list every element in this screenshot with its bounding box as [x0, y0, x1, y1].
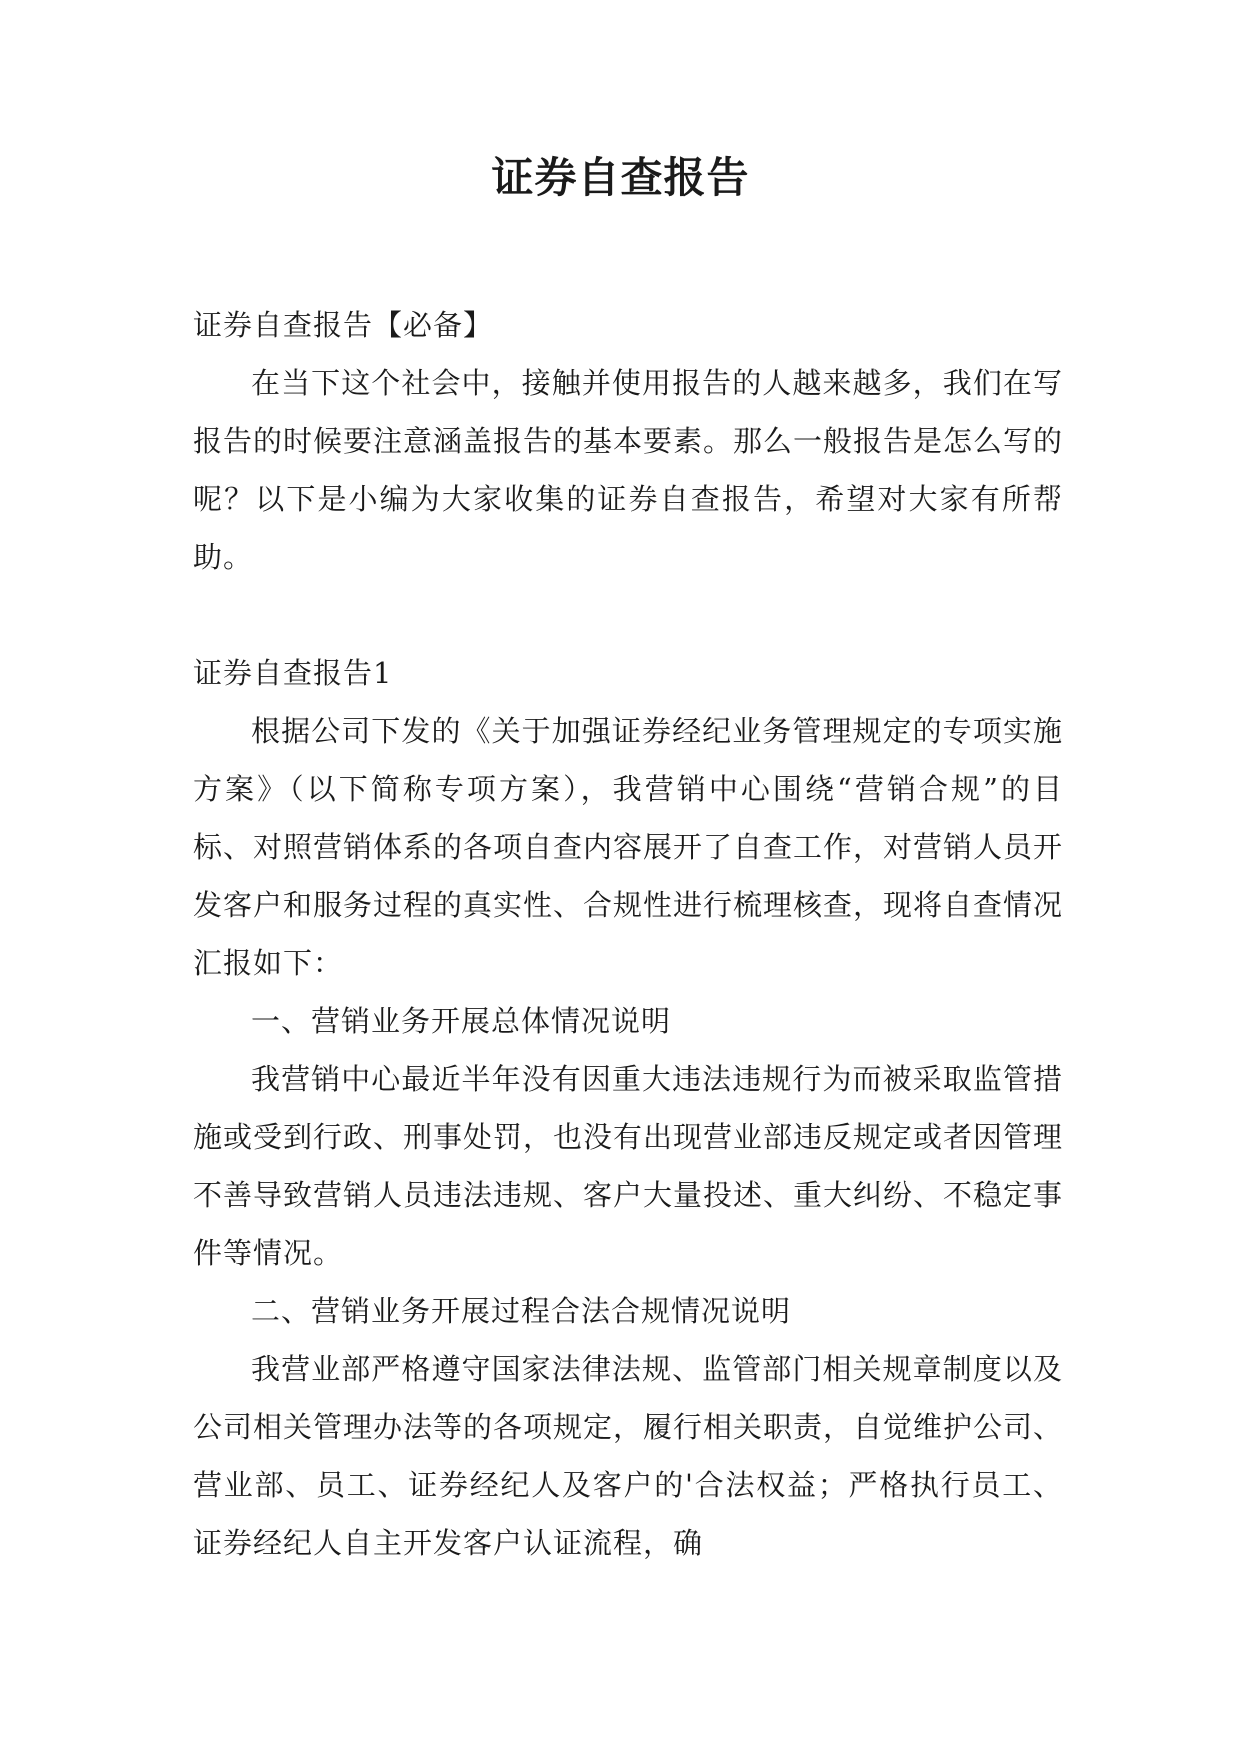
document-body	[193, 296, 1063, 1572]
body-paragraph: 我营业部严格遵守国家法律法规、监管部门相关规章制度以及公司相关管理办法等的各项规定，履行相关职责，自觉维护公司、营业部、员工、证券经纪人及客户的'合法权益；严格执行员工、证券经纪人自主开发客户认证流程，确	[193, 1352, 1064, 1560]
section-heading: 证券自查报告1	[193, 656, 393, 690]
body-paragraph: 我营销中心最近半年没有因重大违法违规行为而被采取监管措施或受到行政、刑事处罚，也没有出现营业部违反规定或者因管理不善导致营销人员违法违规、客户大量投述、重大纠纷、不稳定事件等情况。	[193, 1062, 1064, 1270]
document-subtitle: 证券自查报告【必备】	[193, 308, 494, 342]
paragraph-spacer	[193, 586, 1063, 644]
intro-paragraph: 在当下这个社会中，接触并使用报告的人越来越多，我们在写报告的时候要注意涵盖报告的基本要素。那么一般报告是怎么写的呢？以下是小编为大家收集的证券自查报告，希望对大家有所帮助。	[193, 366, 1064, 574]
document-title: 证券自查报告	[491, 153, 750, 202]
subsection-heading: 二、营销业务开展过程合法合规情况说明	[251, 1294, 792, 1328]
subsection-heading: 一、营销业务开展总体情况说明	[251, 1004, 672, 1038]
body-paragraph: 根据公司下发的《关于加强证券经纪业务管理规定的专项实施方案》（以下简称专项方案），我营销中心围绕“营销合规”的目标、对照营销体系的各项自查内容展开了自查工作，对营销人员开发客户和服务过程的真实性、合规性进行梳理核查，现将自查情况汇报如下：	[193, 714, 1064, 980]
